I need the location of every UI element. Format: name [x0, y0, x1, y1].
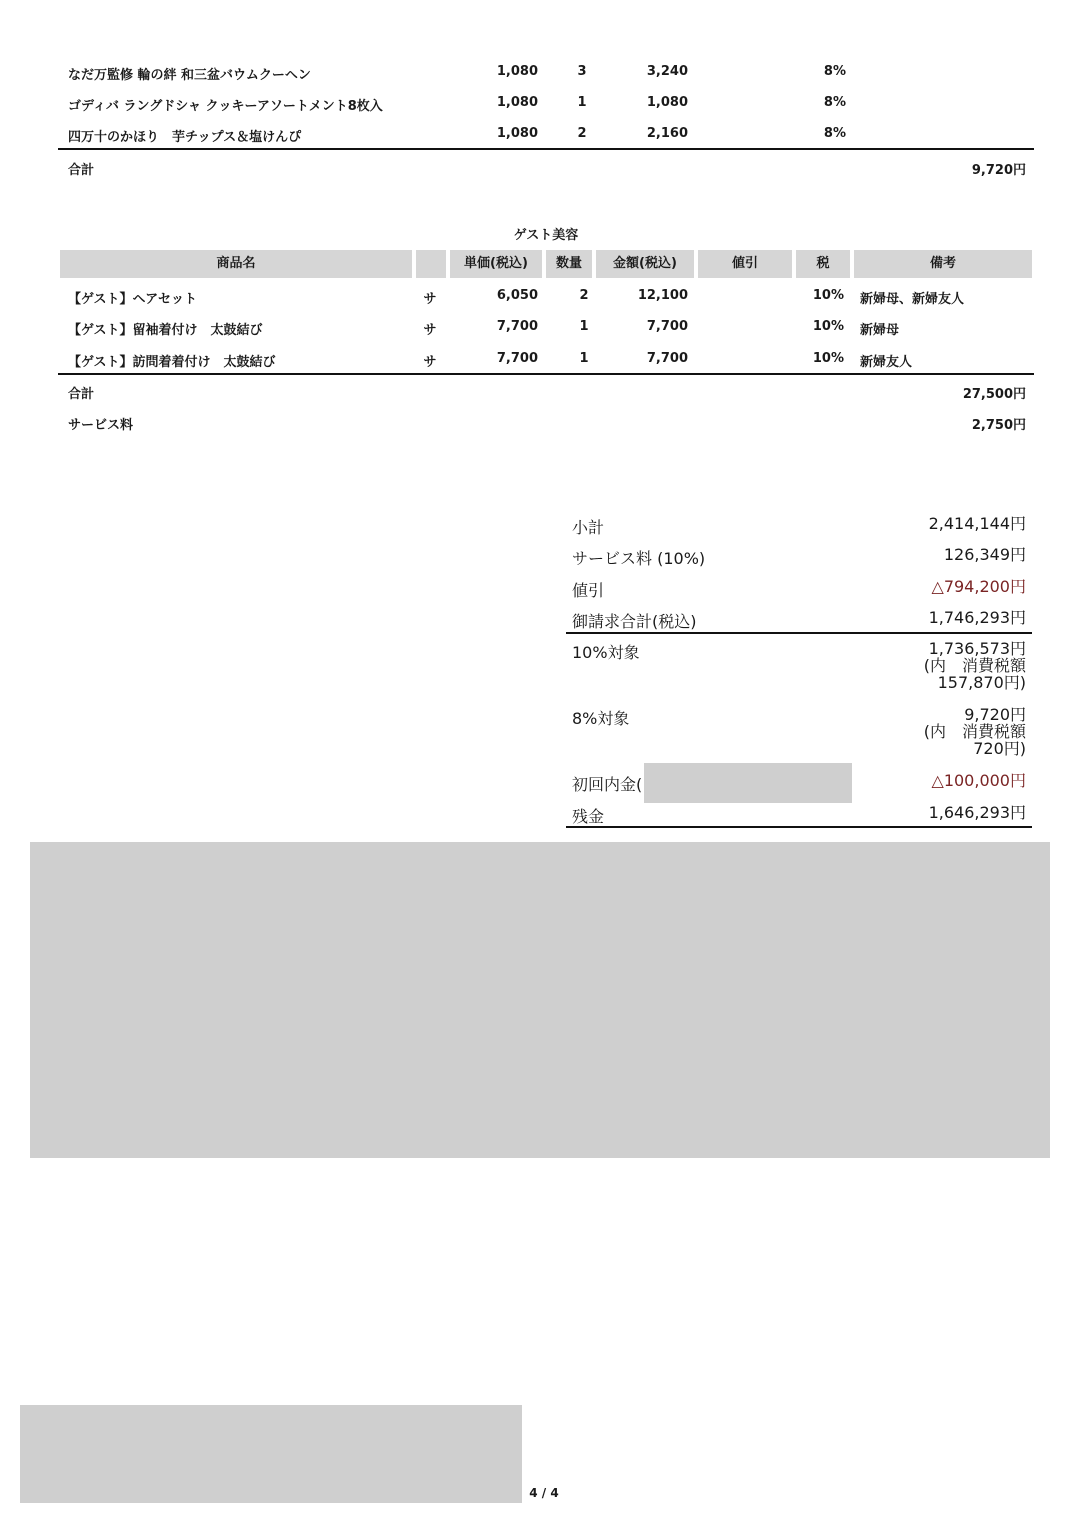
item-mark: サ [423, 323, 437, 338]
item-amount: 2,160 [646, 126, 688, 141]
column-header-tax: 税 [796, 250, 850, 278]
total-label: 合計 [68, 163, 95, 178]
divider [566, 826, 1032, 828]
tax10-tax-value: 157,870円) [937, 673, 1026, 692]
section-title: ゲスト美容 [513, 228, 579, 243]
service-value: 2,750円 [971, 418, 1026, 433]
item-name: 【ゲスト】留袖着付け 太鼓結び [68, 323, 263, 338]
item-tax: 10% [812, 319, 844, 334]
balance-label: 残金 [572, 807, 605, 826]
subtotal-value: 2,414,144円 [928, 514, 1026, 533]
redaction-box [30, 842, 1050, 1158]
discount-label: 値引 [572, 581, 605, 600]
grand-total-label: 御請求合計(税込) [572, 612, 697, 631]
total-label: 合計 [68, 387, 95, 402]
table-row [0, 64, 1074, 84]
item-name: 【ゲスト】訪問着着付け 太鼓結び [68, 355, 276, 370]
item-amount: 7,700 [646, 319, 688, 334]
item-name: なだ万監修 輪の絆 和三盆バウムクーヘン [68, 68, 311, 83]
item-qty: 2 [579, 288, 589, 303]
item-price: 7,700 [496, 319, 538, 334]
table-row [0, 288, 1074, 308]
service-fee-value: 126,349円 [943, 545, 1026, 564]
item-price: 6,050 [496, 288, 538, 303]
service-fee-label: サービス料 (10%) [572, 549, 706, 568]
item-qty: 1 [579, 319, 589, 334]
service-row [0, 414, 1074, 434]
item-note: 新婦友人 [860, 355, 913, 370]
item-qty: 2 [577, 126, 587, 141]
item-price: 1,080 [496, 64, 538, 79]
subtotal-label: 小計 [572, 518, 605, 537]
redaction-box [644, 763, 852, 803]
tax10-tax-label: (内 消費税額 [923, 656, 1026, 675]
total-value: 27,500円 [962, 387, 1026, 402]
page-number: 4 / 4 [529, 1486, 559, 1500]
item-tax: 10% [812, 351, 844, 366]
tax8-label: 8%対象 [572, 709, 630, 728]
item-tax: 8% [823, 126, 846, 141]
item-note: 新婦母 [860, 323, 900, 338]
column-header-amount: 金額(税込) [596, 250, 694, 278]
table-row [0, 319, 1074, 339]
column-header-discount: 値引 [698, 250, 792, 278]
column-header-mark [416, 250, 446, 278]
table-row [0, 351, 1074, 371]
tax8-tax-label: (内 消費税額 [923, 722, 1026, 741]
redaction-box [20, 1405, 522, 1503]
service-label: サービス料 [68, 418, 134, 433]
item-note: 新婦母、新婦友人 [860, 292, 965, 307]
tax10-label: 10%対象 [572, 643, 640, 662]
grand-total-value: 1,746,293円 [928, 608, 1026, 627]
item-name: ゴディバ ラングドシャ クッキーアソートメント8枚入 [68, 99, 383, 114]
total-row [0, 159, 1074, 179]
item-amount: 3,240 [646, 64, 688, 79]
deposit-value: △100,000円 [931, 771, 1026, 790]
total-value: 9,720円 [971, 163, 1026, 178]
divider [58, 148, 1034, 150]
item-name: 四万十のかほり 芋チップス＆塩けんぴ [68, 130, 302, 145]
item-mark: サ [423, 355, 437, 370]
divider [566, 632, 1032, 634]
deposit-label: 初回内金( [572, 775, 643, 794]
column-header-qty: 数量 [546, 250, 592, 278]
column-header-price: 単価(税込) [450, 250, 542, 278]
balance-value: 1,646,293円 [928, 803, 1026, 822]
item-qty: 3 [577, 64, 587, 79]
item-mark: サ [423, 292, 437, 307]
item-name: 【ゲスト】ヘアセット [68, 292, 197, 307]
divider [58, 373, 1034, 375]
tax8-value: 9,720円 [964, 705, 1026, 724]
column-header-note: 備考 [854, 250, 1032, 278]
discount-value: △794,200円 [931, 577, 1026, 596]
total-row [0, 383, 1074, 403]
column-header-name: 商品名 [60, 250, 412, 278]
item-amount: 1,080 [646, 95, 688, 110]
item-price: 1,080 [496, 126, 538, 141]
item-qty: 1 [577, 95, 587, 110]
item-amount: 7,700 [646, 351, 688, 366]
item-amount: 12,100 [637, 288, 688, 303]
item-tax: 8% [823, 64, 846, 79]
tax10-value: 1,736,573円 [928, 639, 1026, 658]
item-price: 7,700 [496, 351, 538, 366]
item-price: 1,080 [496, 95, 538, 110]
table-row [0, 95, 1074, 115]
tax8-tax-value: 720円) [973, 739, 1026, 758]
table-row [0, 126, 1074, 146]
item-qty: 1 [579, 351, 589, 366]
item-tax: 10% [812, 288, 844, 303]
item-tax: 8% [823, 95, 846, 110]
